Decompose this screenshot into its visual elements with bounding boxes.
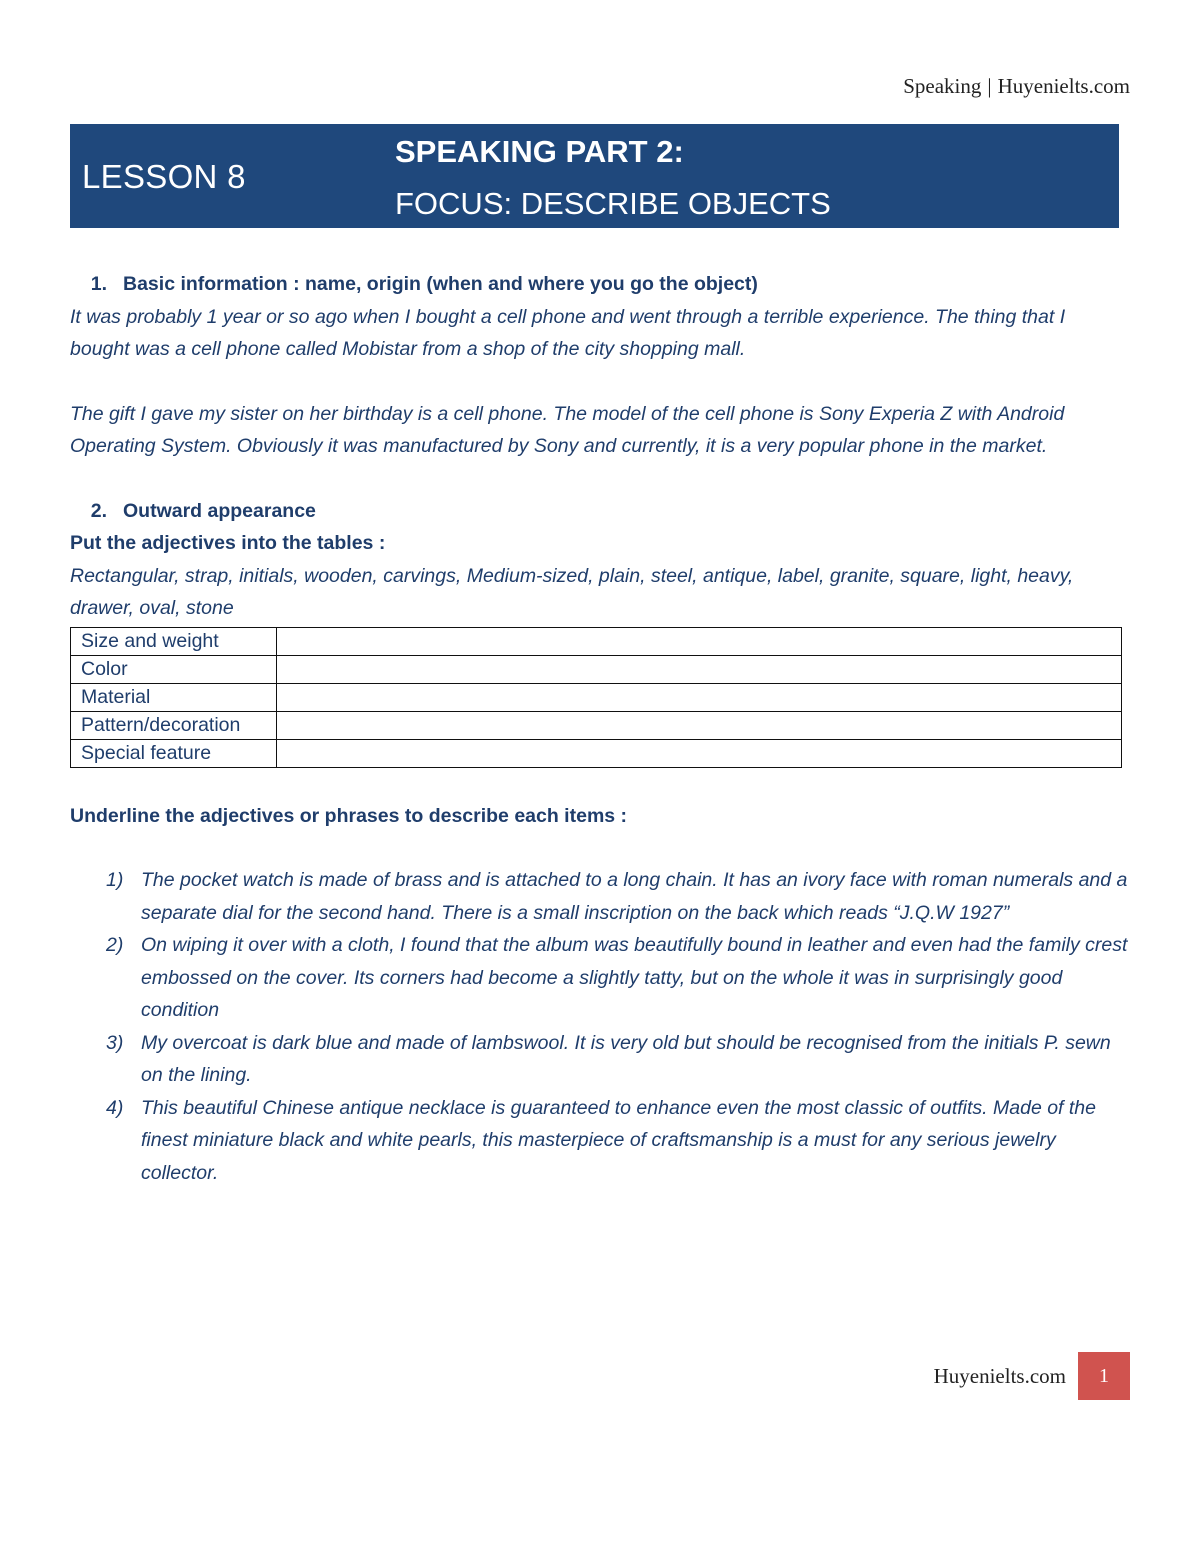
lesson-banner xyxy=(70,124,1119,228)
section-1-number: 1. xyxy=(90,273,107,295)
table-row-label: Material xyxy=(71,683,277,711)
table-row xyxy=(71,711,1122,739)
table-answer-cell[interactable] xyxy=(277,655,1122,683)
list-marker: 4) xyxy=(106,1096,124,1119)
list-item xyxy=(70,1027,1130,1092)
section-1-title: Basic information : name, origin (when and where you go the object) xyxy=(123,273,758,295)
table-row xyxy=(71,655,1122,683)
table-answer-cell[interactable] xyxy=(277,627,1122,655)
list-item xyxy=(70,864,1130,929)
header-section-label: Speaking xyxy=(903,74,982,98)
table-answer-cell[interactable] xyxy=(277,711,1122,739)
section-2-number: 2. xyxy=(90,499,107,522)
list-item xyxy=(70,929,1130,1027)
section-1-paragraph: It was probably 1 year or so ago when I bought a cell phone and went through a terrible experience. The thing that I bought was a cell phone called Mobistar from a shop of the city shopping mall. xyxy=(70,305,1066,360)
list-item-text: The pocket watch is made of brass and is attached to a long chain. It has an ivory face with roman numerals and a separate dial for the second hand. There is a small inscription on the back which reads “J.Q.W 1927” xyxy=(141,869,1128,924)
list-item-text: This beautiful Chinese antique necklace is guaranteed to enhance even the most classic of outfits. Made of the finest miniature black and white pearls, this masterpiece of craftsmanship is a must for any serious jewelry collector. xyxy=(141,1096,1096,1184)
header-separator: | xyxy=(987,74,992,98)
table-answer-cell[interactable] xyxy=(277,739,1122,767)
part-title: SPEAKING PART 2: xyxy=(395,134,684,169)
description-list xyxy=(70,864,1130,1189)
lesson-title: LESSON 8 xyxy=(82,158,246,195)
list-marker: 2) xyxy=(106,934,124,956)
table-instruction: Put the adjectives into the tables : xyxy=(70,532,386,554)
page-footer xyxy=(934,1352,1130,1400)
section-2-title: Outward appearance xyxy=(123,499,316,522)
table-row xyxy=(71,683,1122,711)
page-number-badge: 1 xyxy=(1078,1352,1130,1400)
list-item-text: My overcoat is dark blue and made of lambswool. It is very old but should be recognised from the initials P. sewn on the lining. xyxy=(141,1031,1111,1086)
section-2-heading xyxy=(70,495,1130,528)
list-marker: 3) xyxy=(106,1031,124,1054)
document-body xyxy=(70,268,1130,1189)
list-item-text: On wiping it over with a cloth, I found that the album was beautifully bound in leather and even had the family crest embossed on the cover. Its corners had become a slightly tatty, but on the whole it was in surprisingly good condition xyxy=(141,934,1128,1021)
list-marker: 1) xyxy=(106,869,124,891)
section-1-heading xyxy=(70,268,1130,301)
adjective-list: Rectangular, strap, initials, wooden, carvings, Medium-sized, plain, steel, antique, label, granite, square, light, heavy, drawer, oval, stone xyxy=(70,564,1074,619)
table-answer-cell[interactable] xyxy=(277,683,1122,711)
section-1-paragraph: The gift I gave my sister on her birthday is a cell phone. The model of the cell phone is Sony Experia Z with Android Operating System. Obviously it was manufactured by Sony and currently, it is a very popular phone in the market. xyxy=(70,402,1065,457)
list-item xyxy=(70,1092,1130,1190)
header-site-name: Huyenielts.com xyxy=(997,74,1130,98)
table-row-label: Size and weight xyxy=(71,627,277,655)
footer-site-name: Huyenielts.com xyxy=(933,1363,1066,1388)
table-row-label: Special feature xyxy=(71,739,277,767)
table-row xyxy=(71,627,1122,655)
focus-title: FOCUS: DESCRIBE OBJECTS xyxy=(395,186,831,221)
table-row xyxy=(71,739,1122,767)
table-row-label: Pattern/decoration xyxy=(71,711,277,739)
adjective-table xyxy=(70,627,1122,768)
underline-instruction: Underline the adjectives or phrases to describe each items : xyxy=(70,804,628,827)
table-row-label: Color xyxy=(71,655,277,683)
page-header xyxy=(903,74,1130,99)
